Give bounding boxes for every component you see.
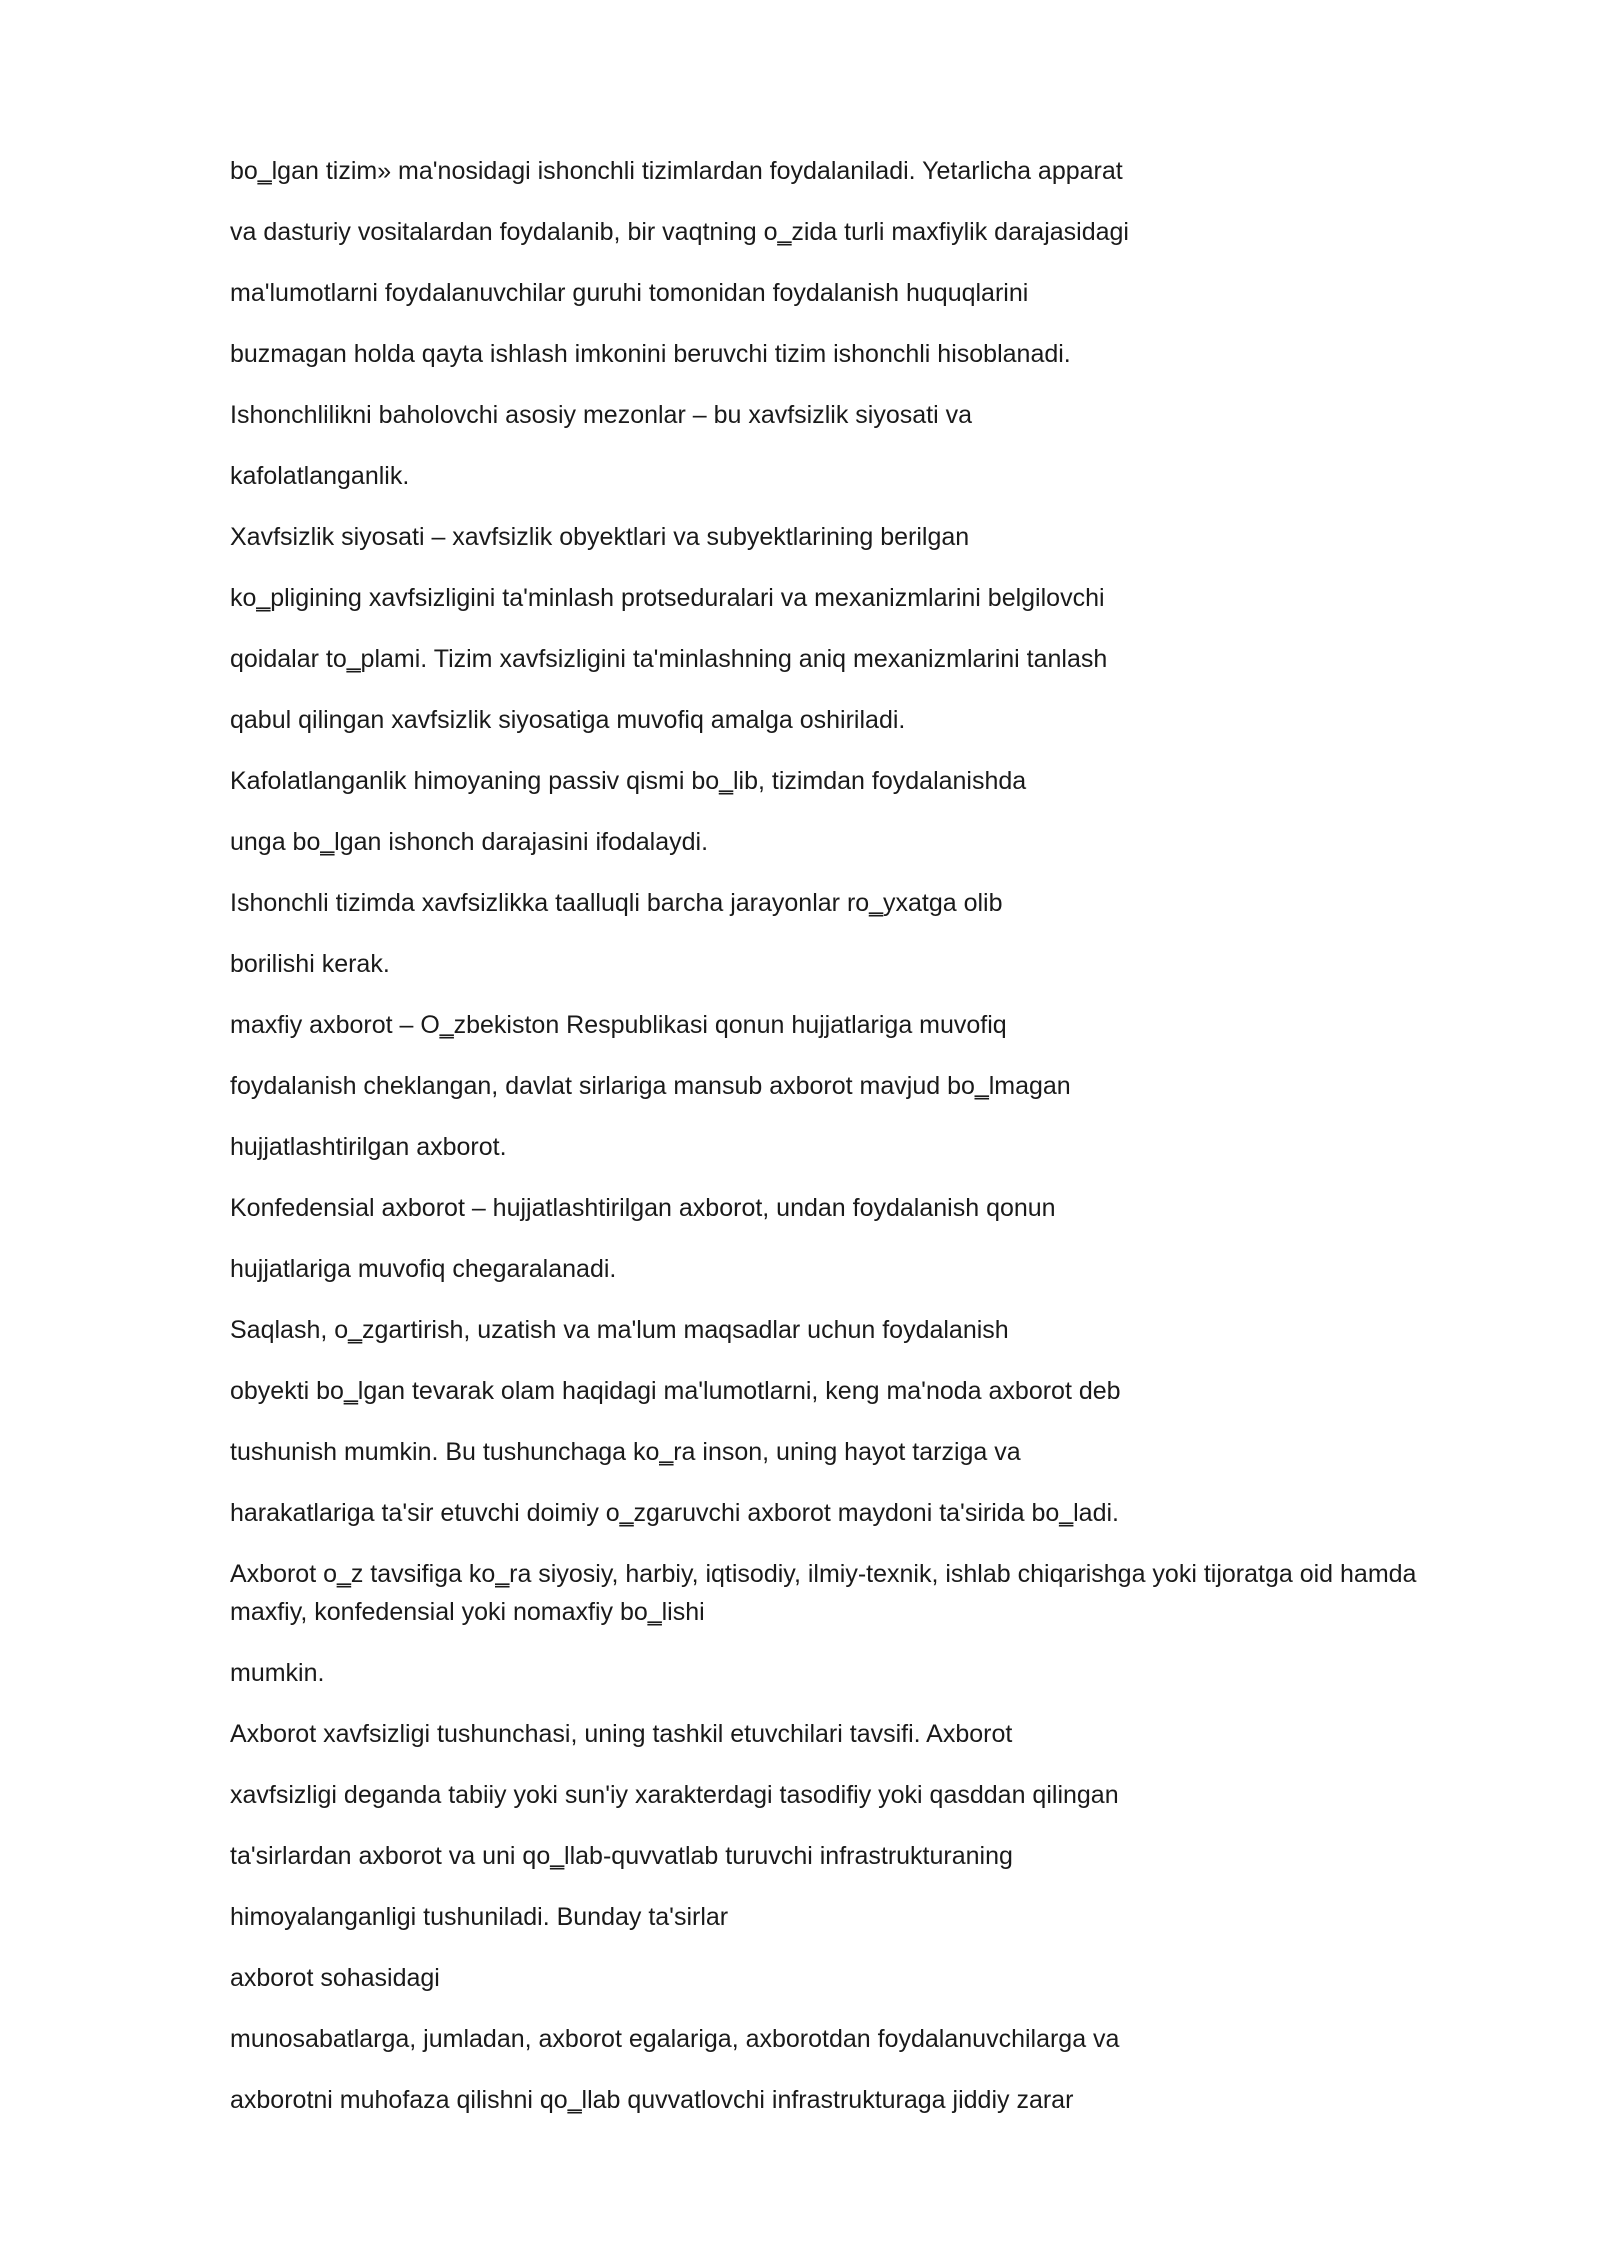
- paragraph-line: Ishonchli tizimda xavfsizlikka taalluqli barcha jarayonlar ro‗yxatga olib: [230, 889, 1003, 917]
- paragraph-line: qoidalar to‗plami. Tizim xavfsizligini ta'minlashning aniq mexanizmlarini tanlash: [230, 645, 1108, 673]
- paragraph-line: buzmagan holda qayta ishlash imkonini beruvchi tizim ishonchli hisoblanadi.: [230, 340, 1071, 368]
- paragraph-line: ma'lumotlarni foydalanuvchilar guruhi tomonidan foydalanish huquqlarini: [230, 279, 1029, 307]
- paragraph-line: bo‗lgan tizim» ma'nosidagi ishonchli tizimlardan foydalaniladi. Yetarlicha apparat: [230, 157, 1123, 185]
- paragraph-line: axborotni muhofaza qilishni qo‗llab quvvatlovchi infrastrukturaga jiddiy zarar: [230, 2086, 1074, 2114]
- paragraph-line: Ishonchlilikni baholovchi asosiy mezonlar – bu xavfsizlik siyosati va: [230, 401, 973, 429]
- paragraph-line: harakatlariga ta'sir etuvchi doimiy o‗zgaruvchi axborot maydoni ta'sirida bo‗ladi.: [230, 1499, 1119, 1527]
- paragraph-line: Saqlash, o‗zgartirish, uzatish va ma'lum maqsadlar uchun foydalanish: [230, 1316, 1009, 1344]
- paragraph-line: qabul qilingan xavfsizlik siyosatiga muvofiq amalga oshiriladi.: [230, 706, 906, 734]
- paragraph-line: munosabatlarga, jumladan, axborot egalariga, axborotdan foydalanuvchilarga va: [230, 2025, 1120, 2053]
- paragraph-line: himoyalanganligi tushuniladi. Bunday ta'sirlar: [230, 1903, 729, 1931]
- paragraph-line: mumkin.: [230, 1659, 325, 1687]
- paragraph-line: Kafolatlanganlik himoyaning passiv qismi bo‗lib, tizimdan foydalanishda: [230, 767, 1027, 795]
- paragraph-line: Axborot xavfsizligi tushunchasi, uning tashkil etuvchilari tavsifi. Axborot: [230, 1720, 1013, 1748]
- paragraph-line: xavfsizligi deganda tabiiy yoki sun'iy xarakterdagi tasodifiy yoki qasddan qilingan: [230, 1781, 1119, 1809]
- paragraph-line: va dasturiy vositalardan foydalanib, bir vaqtning o‗zida turli maxfiylik darajasidagi: [230, 218, 1129, 246]
- document-body: [230, 152, 1480, 2142]
- paragraph-line: maxfiy axborot – O‗zbekiston Respublikasi qonun hujjatlariga muvofiq: [230, 1011, 1007, 1039]
- paragraph-line: ta'sirlardan axborot va uni qo‗llab-quvvatlab turuvchi infrastrukturaning: [230, 1842, 1013, 1870]
- paragraph-line: hujjatlariga muvofiq chegaralanadi.: [230, 1255, 617, 1283]
- paragraph-line: foydalanish cheklangan, davlat sirlariga mansub axborot mavjud bo‗lmagan: [230, 1072, 1071, 1100]
- paragraph-line: Axborot o‗z tavsifiga ko‗ra siyosiy, harbiy, iqtisodiy, ilmiy-texnik, ishlab chiqarishga yoki tijoratga oid hamda maxfiy, konfedensial yoki nomaxfiy bo‗lishi: [230, 1560, 1417, 1626]
- paragraph-line: kafolatlanganlik.: [230, 462, 410, 490]
- paragraph-line: unga bo‗lgan ishonch darajasini ifodalaydi.: [230, 828, 709, 856]
- paragraph-line: tushunish mumkin. Bu tushunchaga ko‗ra inson, uning hayot tarziga va: [230, 1438, 1021, 1466]
- paragraph-line: ko‗pligining xavfsizligini ta'minlash protseduralari va mexanizmlarini belgilovchi: [230, 584, 1105, 612]
- paragraph-line: Konfedensial axborot – hujjatlashtirilgan axborot, undan foydalanish qonun: [230, 1194, 1056, 1222]
- paragraph-line: obyekti bo‗lgan tevarak olam haqidagi ma'lumotlarni, keng ma'noda axborot deb: [230, 1377, 1121, 1405]
- paragraph-line: borilishi kerak.: [230, 950, 390, 978]
- paragraph-line: Xavfsizlik siyosati – xavfsizlik obyektlari va subyektlarining berilgan: [230, 523, 970, 551]
- paragraph-line: hujjatlashtirilgan axborot.: [230, 1133, 507, 1161]
- paragraph-line: axborot sohasidagi: [230, 1964, 440, 1992]
